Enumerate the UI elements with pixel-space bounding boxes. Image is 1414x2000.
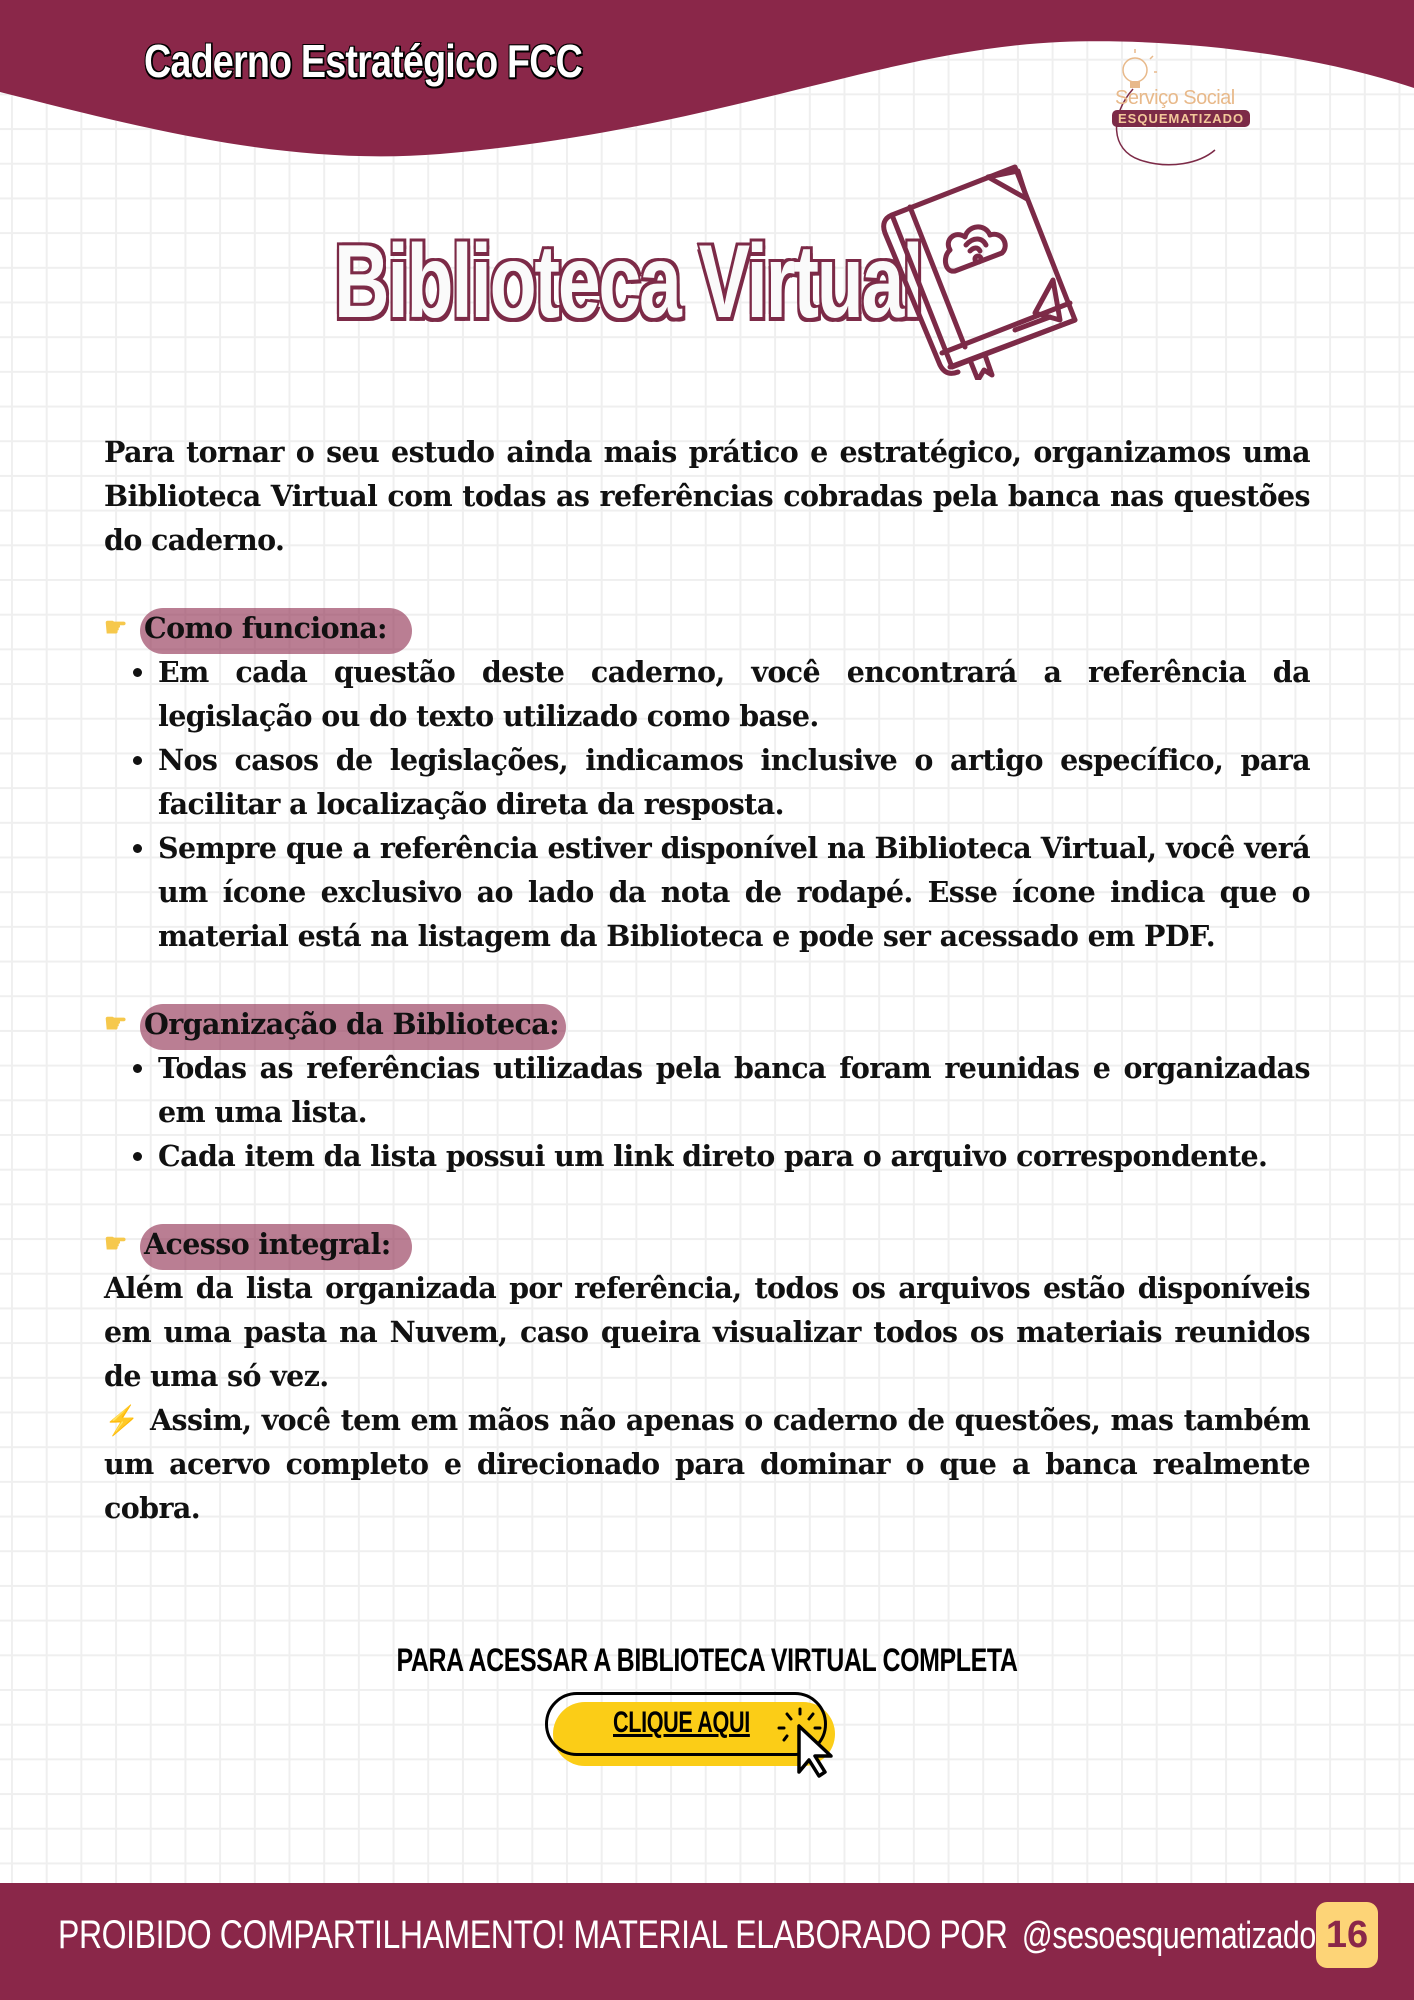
mouse-cursor-click-icon — [775, 1704, 855, 1784]
como-funciona-list — [104, 650, 1310, 958]
pointing-hand-icon: ☛ — [104, 1009, 127, 1039]
list-item: • Cada item da lista possui um link direto para o arquivo correspondente. — [158, 1134, 1310, 1178]
pointing-hand-icon: ☛ — [104, 1229, 127, 1259]
button-label[interactable]: CLIQUE AQUI — [613, 1706, 750, 1739]
section-heading-como-funciona — [104, 606, 1310, 650]
footer-bar — [0, 1883, 1414, 2000]
copyright-notice: PROIBIDO COMPARTILHAMENTO! MATERIAL ELABORADO POR — [58, 1913, 1008, 1957]
list-item: • Nos casos de legislações, indicamos inclusive o artigo específico, para facilitar a localização direta da resposta. — [158, 738, 1310, 826]
footer-notice — [58, 1913, 1316, 1958]
pointing-hand-icon: ☛ — [104, 613, 127, 643]
page-title: Biblioteca Virtual — [334, 224, 922, 340]
closing-text: Assim, você tem em mãos não apenas o caderno de questões, mas também um acervo completo e direcionado para dominar o que a banca realmente cobra. — [104, 1403, 1310, 1525]
cta-label: PARA ACESSAR A BIBLIOTECA VIRTUAL COMPLETA — [396, 1642, 1018, 1678]
section-title: Acesso integral: — [144, 1227, 391, 1261]
lightning-icon: ⚡ — [104, 1403, 140, 1437]
section-heading-acesso-integral — [104, 1222, 1310, 1266]
clique-aqui-button[interactable] — [545, 1692, 835, 1762]
section-title: Como funciona: — [144, 611, 387, 645]
logo-text-top: Serviço Social — [1115, 87, 1235, 109]
document-title: Caderno Estratégico FCC — [144, 35, 583, 87]
brand-logo — [1100, 45, 1300, 175]
logo-text-badge: ESQUEMATIZADO — [1112, 110, 1250, 127]
organizacao-list — [104, 1046, 1310, 1178]
section-title: Organização da Biblioteca: — [144, 1007, 560, 1041]
acesso-integral-paragraph: Além da lista organizada por referência, todos os arquivos estão disponíveis em uma pasta na Nuvem, caso queira visualizar todos os materiais reunidos de uma só vez. — [104, 1271, 1310, 1393]
closing-paragraph — [104, 1398, 1310, 1530]
main-content — [104, 430, 1310, 1530]
social-handle: @sesoesquematizado — [1021, 1915, 1316, 1957]
intro-paragraph: Para tornar o seu estudo ainda mais prático e estratégico, organizamos uma Biblioteca Virtual com todas as referências cobradas pela banca nas questões do caderno. — [104, 435, 1310, 557]
section-heading-organizacao — [104, 1002, 1310, 1046]
list-item: • Sempre que a referência estiver disponível na Biblioteca Virtual, você verá um ícone exclusivo ao lado da nota de rodapé. Esse ícone indica que o material está na listagem da Biblioteca e pode ser acessado em PDF. — [158, 826, 1310, 958]
list-item: • Todas as referências utilizadas pela banca foram reunidas e organizadas em uma lista. — [158, 1046, 1310, 1134]
page-number-badge: 16 — [1316, 1902, 1378, 1968]
list-item: • Em cada questão deste caderno, você encontrará a referência da legislação ou do texto utilizado como base. — [158, 650, 1310, 738]
cloud-book-icon — [870, 155, 1080, 380]
